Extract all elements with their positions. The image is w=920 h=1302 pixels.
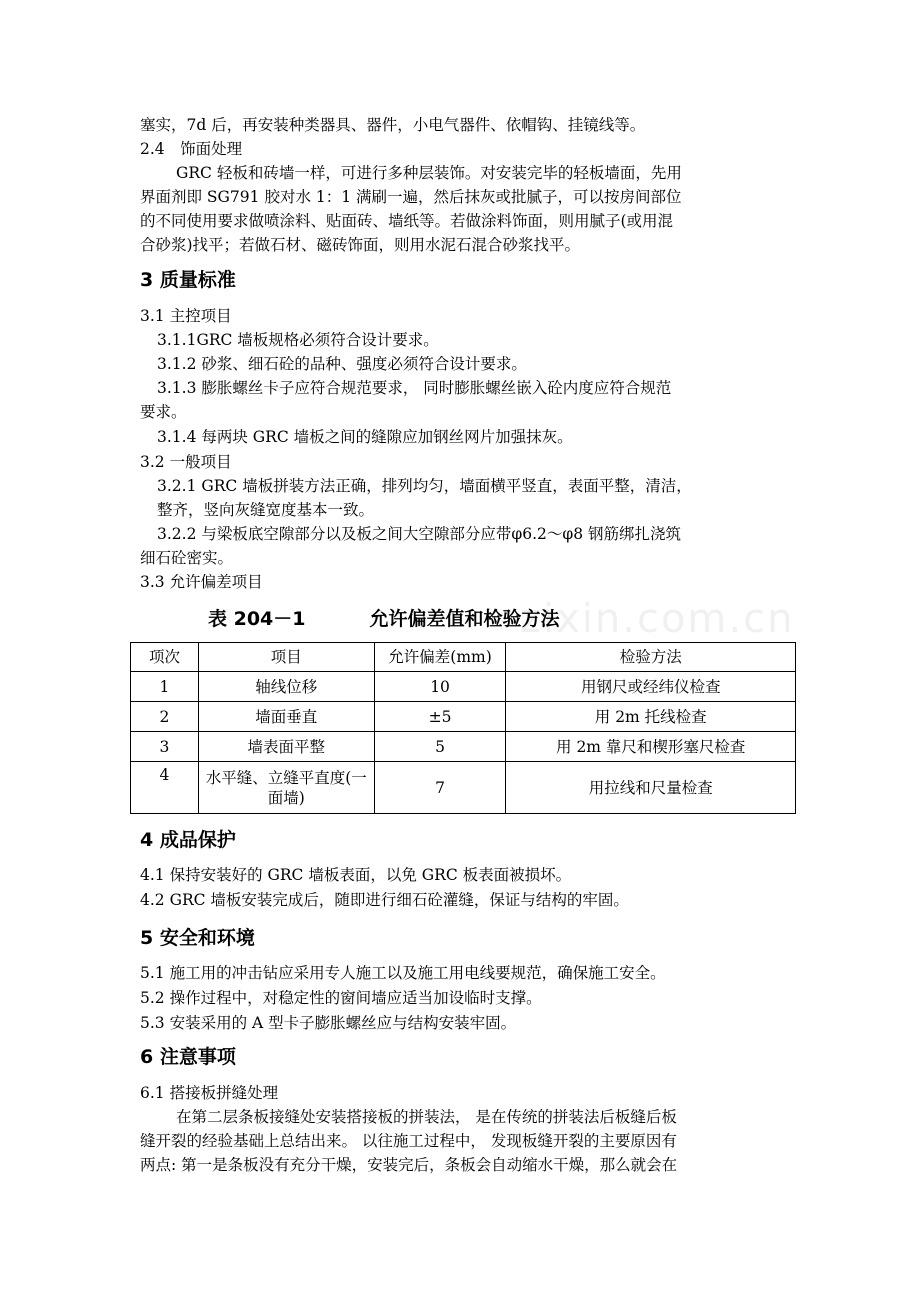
paragraph-line: 的不同使用要求做喷涂料、贴面砖、墙纸等。若做涂料饰面，则用腻子(或用混 xyxy=(140,212,674,230)
paragraph-line: 合砂浆)找平；若做石材、磁砖饰面，则用水泥石混合砂浆找平。 xyxy=(140,236,581,254)
table-cell: 轴线位移 xyxy=(198,672,374,702)
table-row xyxy=(131,762,796,814)
subsection-title-6-1: 6.1 搭接板拼缝处理 xyxy=(140,1084,279,1102)
table-header-cell: 项目 xyxy=(198,643,374,672)
table-cell: 4 xyxy=(131,762,199,814)
table-cell: 5 xyxy=(374,732,506,762)
table-row xyxy=(131,732,796,762)
paragraph-line: 3.1.1GRC 墙板规格必须符合设计要求。 xyxy=(157,331,439,349)
paragraph-line: 要求。 xyxy=(140,403,187,421)
table-caption: 允许偏差值和检验方法 xyxy=(369,608,560,630)
table-cell: 用拉线和尺量检查 xyxy=(506,762,796,814)
paragraph-line: 3.1.2 砂浆、细石砼的品种、强度必须符合设计要求。 xyxy=(157,355,527,373)
paragraph-line: GRC 轻板和砖墙一样，可进行多种层装饰。对安装完毕的轻板墙面，先用 xyxy=(176,164,682,182)
paragraph-line: 4.2 GRC 墙板安装完成后，随即进行细石砼灌缝，保证与结构的牢固。 xyxy=(140,891,629,909)
table-header-cell: 项次 xyxy=(131,643,199,672)
paragraph-line: 界面剂即 SG791 胶对水 1：1 满刷一遍，然后抹灰或批腻子，可以按房间部位 xyxy=(140,188,682,206)
table-header-row xyxy=(131,643,796,672)
subsection-title-3-1: 3.1 主控项目 xyxy=(140,307,232,325)
paragraph-line: 3.2.2 与梁板底空隙部分以及板之间大空隙部分应带φ6.2～φ8 钢筋绑扎浇筑 xyxy=(157,525,682,543)
table-cell: 用钢尺或经纬仪检查 xyxy=(506,672,796,702)
tolerance-table xyxy=(130,642,796,814)
table-cell: 墙面垂直 xyxy=(198,702,374,732)
subsection-title-2-4: 2.4 饰面处理 xyxy=(140,140,243,158)
paragraph-line: 5.1 施工用的冲击钻应采用专人施工以及施工用电线要规范，确保施工安全。 xyxy=(140,964,666,982)
paragraph-line: 整齐，竖向灰缝宽度基本一致。 xyxy=(157,501,375,519)
table-row xyxy=(131,702,796,732)
table-cell: 墙表面平整 xyxy=(198,732,374,762)
table-cell: 1 xyxy=(131,672,199,702)
table-cell: 水平缝、立缝平直度(一面墙) xyxy=(198,762,374,814)
table-header-cell: 检验方法 xyxy=(506,643,796,672)
paragraph-line: 缝开裂的经验基础上总结出来。 以往施工过程中， 发现板缝开裂的主要原因有 xyxy=(140,1132,677,1150)
section-heading-4: 4 成品保护 xyxy=(140,829,236,851)
table-cell: 用 2m 托线检查 xyxy=(506,702,796,732)
paragraph-line: 细石砼密实。 xyxy=(140,549,234,567)
table-cell: 7 xyxy=(374,762,506,814)
section-heading-5: 5 安全和环境 xyxy=(140,927,255,949)
table-cell: 用 2m 靠尺和楔形塞尺检查 xyxy=(506,732,796,762)
table-title xyxy=(208,606,560,632)
table-cell: ±5 xyxy=(374,702,506,732)
watermark: zixin.com.cn xyxy=(520,596,795,642)
section-heading-6: 6 注意事项 xyxy=(140,1046,236,1068)
table-row xyxy=(131,672,796,702)
table-cell: 3 xyxy=(131,732,199,762)
paragraph-line: 3.1.3 膨胀螺丝卡子应符合规范要求， 同时膨胀螺丝嵌入砼内度应符合规范 xyxy=(157,379,672,397)
table-number: 表 204－1 xyxy=(208,608,306,630)
subsection-title-3-2: 3.2 一般项目 xyxy=(140,453,232,471)
paragraph-line: 4.1 保持安装好的 GRC 墙板表面，以免 GRC 板表面被损坏。 xyxy=(140,866,572,884)
paragraph-line: 5.3 安装采用的 A 型卡子膨胀螺丝应与结构安装牢固。 xyxy=(140,1014,517,1032)
paragraph-line: 3.2.1 GRC 墙板拼装方法正确，排列均匀，墙面横平竖直，表面平整，清洁， xyxy=(157,477,692,495)
table-header-cell: 允许偏差(mm) xyxy=(374,643,506,672)
paragraph-line: 在第二层条板接缝处安装搭接板的拼装法， 是在传统的拼装法后板缝后板 xyxy=(176,1108,677,1126)
table-cell: 2 xyxy=(131,702,199,732)
subsection-title-3-3: 3.3 允许偏差项目 xyxy=(140,573,263,591)
paragraph-line: 塞实，7d 后，再安装种类器具、器件，小电气器件、依帽钩、挂镜线等。 xyxy=(140,116,646,134)
paragraph-line: 3.1.4 每两块 GRC 墙板之间的缝隙应加钢丝网片加强抹灰。 xyxy=(157,428,573,446)
table-cell: 10 xyxy=(374,672,506,702)
section-heading-3: 3 质量标准 xyxy=(140,269,236,291)
paragraph-line: 5.2 操作过程中，对稳定性的窗间墙应适当加设临时支撑。 xyxy=(140,989,542,1007)
paragraph-line: 两点: 第一是条板没有充分干燥，安装完后，条板会自动缩水干燥，那么就会在 xyxy=(140,1156,678,1174)
